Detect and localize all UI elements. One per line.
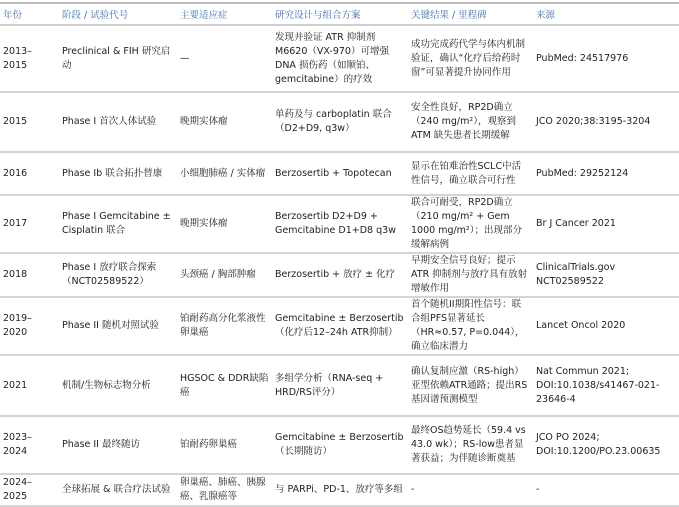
- cell-design: Gemcitabine ± Berzosertib（化疗后12–24h ATR抑制）: [272, 297, 408, 355]
- cell-results: 显示在铂难治性SCLC中活性信号，确立联合可行性: [408, 152, 533, 195]
- cell-year: 2024–2025: [0, 474, 59, 506]
- table-row: [0, 92, 679, 152]
- cell-indication: 晚期实体瘤: [177, 195, 272, 253]
- cell-phase: Phase II 随机对照试验: [59, 297, 177, 355]
- cell-design: Berzosertib + Topotecan: [272, 152, 408, 195]
- cell-year: 2021: [0, 355, 59, 416]
- cell-year: 2016: [0, 152, 59, 195]
- cell-indication: 晚期实体瘤: [177, 92, 272, 152]
- cell-phase: Phase I 放疗联合探索（NCT02589522）: [59, 253, 177, 297]
- cell-indication: HGSOC & DDR缺陷癌: [177, 355, 272, 416]
- cell-source: Nat Commun 2021; DOI:10.1038/s41467-021-23646-4: [533, 355, 679, 416]
- cell-phase: 机制/生物标志物分析: [59, 355, 177, 416]
- table-row: [0, 474, 679, 506]
- table-row: [0, 253, 679, 297]
- cell-source: PubMed: 29252124: [533, 152, 679, 195]
- table-row: [0, 152, 679, 195]
- table-row: [0, 416, 679, 474]
- cell-year: 2013–2015: [0, 25, 59, 92]
- cell-design: Gemcitabine ± Berzosertib（长期随访）: [272, 416, 408, 474]
- cell-phase: Phase Ib 联合拓扑替康: [59, 152, 177, 195]
- cell-design: Berzosertib D2+D9 + Gemcitabine D1+D8 q3w: [272, 195, 408, 253]
- header-results: 关键结果 / 里程碑: [408, 3, 533, 25]
- cell-phase: 全球拓展 & 联合疗法试验: [59, 474, 177, 506]
- cell-results: 确认复制应激（RS-high）亚型依赖ATR通路；提出RS基因谱预测模型: [408, 355, 533, 416]
- cell-design: 发现并验证 ATR 抑制剂 M6620（VX-970）可增强 DNA 损伤药（如顺铂、gemcitabine）的疗效: [272, 25, 408, 92]
- header-row: [0, 3, 679, 25]
- cell-results: 安全性良好，RP2D确立（240 mg/m²），观察到 ATM 缺失患者长期缓解: [408, 92, 533, 152]
- cell-source: -: [533, 474, 679, 506]
- cell-year: 2018: [0, 253, 59, 297]
- cell-source: Br J Cancer 2021: [533, 195, 679, 253]
- table-row: [0, 195, 679, 253]
- cell-design: Berzosertib + 放疗 ± 化疗: [272, 253, 408, 297]
- cell-indication: 卵巢癌、肺癌、胰腺癌、乳腺癌等: [177, 474, 272, 506]
- header-year: 年份: [0, 3, 59, 25]
- cell-source: JCO 2020;38:3195-3204: [533, 92, 679, 152]
- cell-source: JCO PO 2024; DOI:10.1200/PO.23.00635: [533, 416, 679, 474]
- cell-phase: Phase I 首次人体试验: [59, 92, 177, 152]
- cell-source: Lancet Oncol 2020: [533, 297, 679, 355]
- cell-year: 2017: [0, 195, 59, 253]
- cell-source: ClinicalTrials.gov NCT02589522: [533, 253, 679, 297]
- cell-indication: 铂耐药卵巢癌: [177, 416, 272, 474]
- cell-design: 与 PARPi、PD-1、放疗等多组: [272, 474, 408, 506]
- table-row: [0, 297, 679, 355]
- cell-year: 2023–2024: [0, 416, 59, 474]
- cell-results: -: [408, 474, 533, 506]
- header-indication: 主要适应症: [177, 3, 272, 25]
- cell-year: 2019–2020: [0, 297, 59, 355]
- table-row: [0, 355, 679, 416]
- header-source: 来源: [533, 3, 679, 25]
- cell-phase: Preclinical & FIH 研究启动: [59, 25, 177, 92]
- cell-year: 2015: [0, 92, 59, 152]
- cell-results: 联合可耐受，RP2D确立（210 mg/m² + Gem 1000 mg/m²）；出现部分缓解病例: [408, 195, 533, 253]
- cell-results: 最终OS趋势延长（59.4 vs 43.0 wk）；RS-low患者显著获益；为伴随诊断奠基: [408, 416, 533, 474]
- cell-results: 早期安全信号良好；提示 ATR 抑制剂与放疗具有放射增敏作用: [408, 253, 533, 297]
- cell-design: 多组学分析（RNA-seq + HRD/RS评分）: [272, 355, 408, 416]
- cell-design: 单药及与 carboplatin 联合（D2+D9, q3w）: [272, 92, 408, 152]
- header-phase: 阶段 / 试验代号: [59, 3, 177, 25]
- timeline-table: [0, 2, 679, 507]
- cell-indication: 头颈癌 / 胸部肿瘤: [177, 253, 272, 297]
- cell-indication: —: [177, 25, 272, 92]
- table-row: [0, 25, 679, 92]
- cell-indication: 小细胞肺癌 / 实体瘤: [177, 152, 272, 195]
- header-design: 研究设计与组合方案: [272, 3, 408, 25]
- cell-phase: Phase II 最终随访: [59, 416, 177, 474]
- cell-results: 首个随机II期阳性信号：联合组PFS显著延长（HR≈0.57, P=0.044），确立临床潜力: [408, 297, 533, 355]
- cell-results: 成功完成药代学与体内机制验证，确认“化疗后给药时窗”可显著提升协同作用: [408, 25, 533, 92]
- cell-indication: 铂耐药高分化浆液性卵巢癌: [177, 297, 272, 355]
- cell-phase: Phase I Gemcitabine ± Cisplatin 联合: [59, 195, 177, 253]
- cell-source: PubMed: 24517976: [533, 25, 679, 92]
